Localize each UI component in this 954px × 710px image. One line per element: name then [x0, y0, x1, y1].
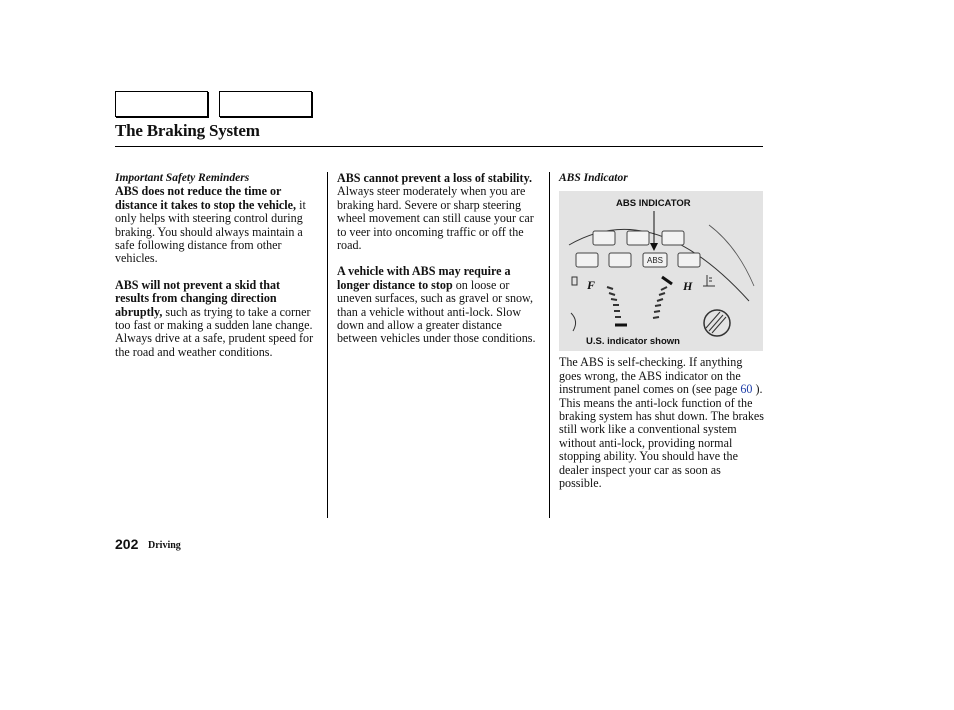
- body-text: The ABS is self-checking. If anything goes wrong, the ABS indicator on the instrument panel comes on (see page: [559, 355, 743, 397]
- column-1: [115, 172, 315, 372]
- paragraph-abs-stability: [337, 172, 539, 252]
- temperature-icon: [703, 275, 715, 286]
- warning-lamp-row-2: [576, 253, 700, 267]
- abs-lamp-text: ABS: [646, 256, 664, 266]
- temp-gauge-ticks: [653, 287, 667, 318]
- fuel-pump-icon: [572, 277, 577, 285]
- fuel-gauge-ticks: [607, 287, 621, 317]
- dial-knob: [704, 310, 730, 336]
- panel-arc-inner: [709, 225, 754, 286]
- instrument-panel-figure: [559, 191, 763, 351]
- body-text: it only helps with steering control during braking. You should always maintain a safe following distance from other vehicles.: [115, 197, 306, 266]
- title-divider: [115, 146, 763, 147]
- nav-button-previous[interactable]: [115, 91, 208, 117]
- temp-gauge-needle: [662, 277, 672, 284]
- figure-caption: U.S. indicator shown: [586, 336, 680, 348]
- warning-lamp-row-1: [593, 231, 684, 245]
- bold-lead: ABS cannot prevent a loss of stability.: [337, 171, 532, 185]
- nav-button-next[interactable]: [219, 91, 312, 117]
- column-divider-2: [549, 172, 550, 518]
- paragraph-abs-distance: [337, 265, 539, 345]
- body-text: such as trying to take a corner too fast or making a sudden lane change. Always drive at a safe, prudent speed for the road and weather conditions.: [115, 304, 314, 359]
- page-number: 202: [115, 536, 139, 552]
- page-title: The Braking System: [115, 121, 260, 140]
- body-text: ). This means the anti-lock function of the braking system has shut down. The brakes still work like a conventional system without anti-lock, providing normal stopping ability. You should have the dealer inspect your car as soon as possible.: [559, 382, 765, 491]
- dial-knob-hatching: [706, 312, 726, 333]
- column-2: [337, 172, 539, 359]
- page-60-link[interactable]: 60: [740, 382, 753, 397]
- paragraph-abs-time: [115, 185, 315, 265]
- body-text: on loose or uneven surfaces, such as gravel or snow, than a vehicle without anti-lock. Slow down and allow a greater distance between vehicles under those conditions.: [337, 277, 536, 346]
- abs-indicator-callout-label: ABS INDICATOR: [616, 198, 691, 210]
- section-heading-safety: Important Safety Reminders: [115, 172, 250, 184]
- gauge-arc-left: [571, 313, 576, 331]
- column-divider-1: [327, 172, 328, 518]
- body-text: Always steer moderately when you are braking hard. Severe or sharp steering wheel movement can still cause your car to veer into oncoming traffic or off the road.: [337, 184, 534, 253]
- paragraph-self-checking: [559, 356, 765, 490]
- temp-gauge-h-label: H: [683, 279, 693, 294]
- paragraph-abs-skid: [115, 279, 315, 359]
- bold-lead: ABS does not reduce the time or distance it takes to stop the vehicle,: [115, 184, 297, 212]
- column-3: [559, 172, 765, 503]
- instrument-panel-illustration: [559, 191, 763, 351]
- bold-lead: A vehicle with ABS may require a longer distance to stop: [337, 264, 511, 292]
- fuel-gauge-f-label: F: [587, 278, 596, 293]
- callout-arrow: [650, 243, 658, 251]
- bold-lead: ABS will not prevent a skid that results from changing direction abruptly,: [115, 277, 281, 319]
- section-name: Driving: [148, 540, 181, 551]
- section-heading-abs-indicator: ABS Indicator: [559, 172, 628, 184]
